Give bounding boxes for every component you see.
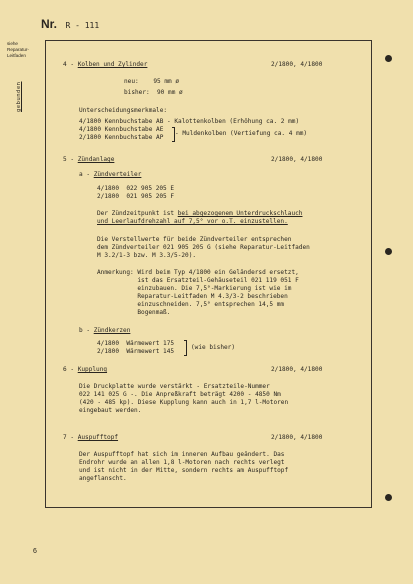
advance-values-line-2: dem Zündverteiler 021 905 205 G (siehe Reparatur-Leitfaden [97, 244, 310, 251]
piston-line-dish: - Muldenkolben (Vertiefung ca. 4 mm) [175, 130, 308, 137]
ignition-timing-line-2: und Leerlaufdrehzahl auf 7,5° vor o.T. einzustellen. [97, 218, 288, 225]
note-line-1: Anmerkung: Wird beim Typ 4/1800 ein Geländersd ersetzt, [97, 269, 299, 276]
section-6-ref: 2/1800, 4/1800 [271, 366, 323, 373]
bore-old: bisher: 90 mm ø [124, 89, 183, 96]
piston-line-2: 4/1800 Kennbuchstabe AE [79, 126, 164, 133]
advance-values-line-3: M 3.2/1-3 bzw. M 3.3/5-20). [97, 252, 197, 259]
muffler-line-1: Der Auspufftopf hat sich im inneren Aufbau geändert. Das [79, 451, 285, 458]
ignition-timing-line-1: Der Zündzeitpunkt ist bei abgezogenem Unterdruckschlauch [97, 210, 303, 217]
muffler-line-4: angeflanscht. [79, 475, 127, 482]
side-note-line: Reparatur- [7, 47, 29, 52]
muffler-line-3: und ist nicht in der Mitte, sondern rechts am Auspufftopf [79, 467, 289, 474]
subsection-a-heading: a - Zündverteiler [79, 171, 142, 178]
document-number: R - 111 [65, 21, 100, 30]
subsection-b-heading: b - Zündkerzen [79, 327, 131, 334]
nr-label: Nr. [41, 17, 58, 31]
section-5-ref: 2/1800, 4/1800 [271, 156, 323, 163]
spark-plug-note: (wie bisher) [191, 344, 236, 351]
distinguishing-features-label: Unterscheidungsmerkmale: [79, 107, 168, 114]
section-6-heading: 6 - Kupplung [63, 366, 108, 373]
section-4-heading: 4 - Kolben und Zylinder [63, 61, 148, 68]
clutch-line-2: 022 141 025 G -. Die Anpreßkraft beträgt 4200 - 4850 Nm [79, 391, 281, 398]
bracket-icon [184, 340, 187, 356]
note-line-5: einzuschneiden. 7,5° entsprechen 14,5 mm [97, 301, 285, 308]
section-4-ref: 2/1800, 4/1800 [271, 61, 323, 68]
distributor-2-1800: 2/1800 021 905 205 F [97, 193, 175, 200]
punch-hole-icon [385, 248, 392, 255]
advance-values-line-1: Die Verstellwerte für beide Zündverteiler entsprechen [97, 236, 292, 243]
bore-new: neu: 95 mm ø [124, 78, 180, 85]
side-note-line: siehe [7, 41, 18, 46]
section-7-ref: 2/1800, 4/1800 [271, 434, 323, 441]
note-line-3: einzubauen. Die 7,5°-Markierung ist wie im [97, 285, 292, 292]
page-header [41, 15, 99, 33]
note-line-2: ist das Ersatzteil-Gehäuseteil 021 119 051 F [97, 277, 299, 284]
page-number: 6 [33, 548, 37, 555]
spark-plug-2-1800: 2/1800 Wärmewert 145 [97, 348, 175, 355]
punch-hole-icon [385, 55, 392, 62]
gebunden-stamp: gebunden [16, 81, 22, 112]
piston-line-3: 2/1800 Kennbuchstabe AP [79, 134, 164, 141]
spark-plug-4-1800: 4/1800 Wärmewert 175 [97, 340, 175, 347]
section-5-heading: 5 - Zündanlage [63, 156, 115, 163]
muffler-line-2: Endrohr wurde an allen 1,8 l-Motoren nach rechts verlegt [79, 459, 285, 466]
note-line-6: Bogenmaß. [97, 309, 171, 316]
clutch-line-4: eingebaut werden. [79, 407, 142, 414]
side-note [7, 41, 29, 59]
piston-line-1: 4/1800 Kennbuchstabe AB - Kalottenkolben (Erhöhung ca. 2 mm) [79, 118, 300, 125]
side-note-line: Leitfaden [7, 53, 26, 58]
clutch-line-1: Die Druckplatte wurde verstärkt - Ersatzteile-Nummer [79, 383, 270, 390]
punch-hole-icon [385, 494, 392, 501]
clutch-line-3: (420 - 485 kp). Diese Kupplung kann auch in 1,7 l-Motoren [79, 399, 289, 406]
note-line-4: Reparatur-Leitfaden M 4.3/3-2 beschrieben [97, 293, 288, 300]
distributor-4-1800: 4/1800 022 905 205 E [97, 185, 175, 192]
section-7-heading: 7 - Auspufftopf [63, 434, 119, 441]
